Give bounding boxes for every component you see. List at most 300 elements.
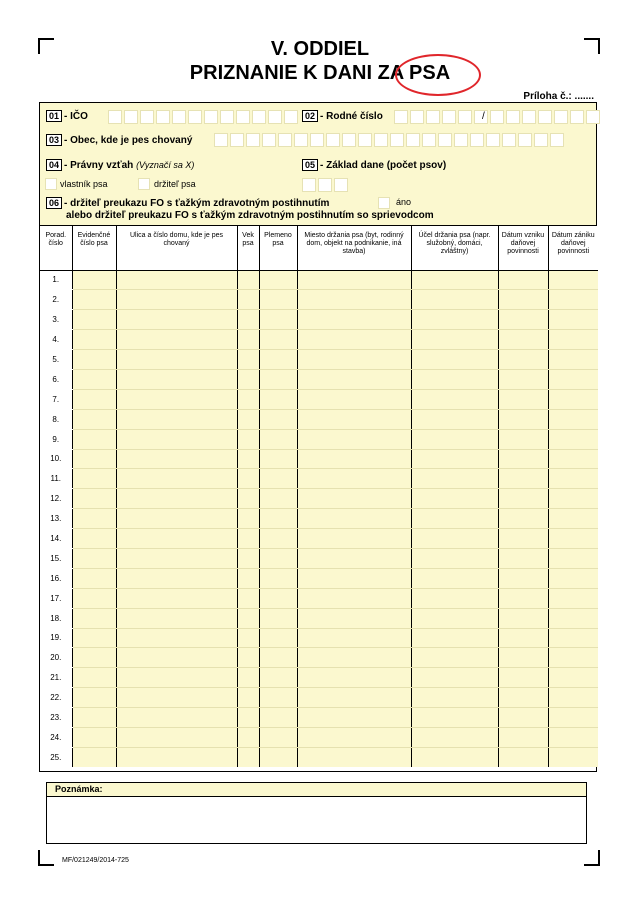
- disability-yes-checkbox[interactable]: [378, 197, 390, 209]
- table-row: [40, 548, 598, 568]
- table-cell-input[interactable]: [72, 489, 116, 509]
- table-cell-input[interactable]: [411, 270, 498, 290]
- table-cell-input[interactable]: [72, 429, 116, 449]
- table-cell-input[interactable]: [498, 489, 548, 509]
- table-row: [40, 648, 598, 668]
- table-cell-input[interactable]: [297, 409, 411, 429]
- table-cell-input[interactable]: [259, 628, 297, 648]
- table-cell-input[interactable]: [548, 568, 598, 588]
- table-cell-input[interactable]: [548, 509, 598, 529]
- note-box[interactable]: [46, 782, 587, 844]
- table-cell-input[interactable]: [297, 389, 411, 409]
- table-cell-input[interactable]: [411, 389, 498, 409]
- field-hint: (Vyznačí sa X): [136, 160, 195, 170]
- table-cell-input[interactable]: [498, 727, 548, 747]
- row-number: 6.: [40, 369, 72, 389]
- table-cell-input[interactable]: [411, 688, 498, 708]
- table-cell-input[interactable]: [498, 369, 548, 389]
- table-cell-input[interactable]: [237, 708, 259, 728]
- table-cell-input[interactable]: [411, 628, 498, 648]
- table-cell-input[interactable]: [548, 389, 598, 409]
- col-header-order: Porad. číslo: [40, 226, 72, 270]
- col-header-place: Miesto držania psa (byt, rodinný dom, objekt na podnikanie, iná stavba): [297, 226, 411, 270]
- col-header-start-date: Dátum vzniku daňovej povinnosti: [498, 226, 548, 270]
- table-cell-input[interactable]: [498, 449, 548, 469]
- table-row: [40, 688, 598, 708]
- table-cell-input[interactable]: [72, 350, 116, 370]
- table-cell-input[interactable]: [116, 688, 237, 708]
- table-row: [40, 369, 598, 389]
- table-cell-input[interactable]: [548, 310, 598, 330]
- table-cell-input[interactable]: [548, 429, 598, 449]
- row-number: 10.: [40, 449, 72, 469]
- table-header-row: [40, 226, 598, 270]
- table-cell-input[interactable]: [72, 310, 116, 330]
- field-disability-card-label: [46, 197, 329, 209]
- table-cell-input[interactable]: [72, 369, 116, 389]
- table-row: [40, 708, 598, 728]
- table-cell-input[interactable]: [259, 310, 297, 330]
- table-cell-input[interactable]: [498, 350, 548, 370]
- table-cell-input[interactable]: [411, 668, 498, 688]
- table-cell-input[interactable]: [297, 628, 411, 648]
- form-code: MF/021249/2014-725: [62, 857, 129, 864]
- field-number: 02: [302, 110, 318, 122]
- table-cell-input[interactable]: [237, 568, 259, 588]
- table-row: [40, 509, 598, 529]
- attachment-number: Príloha č.: .......: [523, 91, 594, 102]
- table-row: [40, 350, 598, 370]
- table-cell-input[interactable]: [259, 668, 297, 688]
- field-birth-number-label: [302, 110, 383, 122]
- table-cell-input[interactable]: [116, 449, 237, 469]
- table-cell-input[interactable]: [116, 469, 237, 489]
- table-cell-input[interactable]: [237, 588, 259, 608]
- table-cell-input[interactable]: [72, 409, 116, 429]
- table-cell-input[interactable]: [72, 648, 116, 668]
- table-cell-input[interactable]: [498, 668, 548, 688]
- table-row: [40, 429, 598, 449]
- table-cell-input[interactable]: [237, 290, 259, 310]
- table-cell-input[interactable]: [72, 529, 116, 549]
- note-label: Poznámka:: [47, 783, 586, 797]
- field-number: 05: [302, 159, 318, 171]
- row-number: 8.: [40, 409, 72, 429]
- table-cell-input[interactable]: [72, 509, 116, 529]
- table-cell-input[interactable]: [116, 747, 237, 767]
- table-row: [40, 290, 598, 310]
- table-cell-input[interactable]: [411, 310, 498, 330]
- table-cell-input[interactable]: [237, 688, 259, 708]
- table-cell-input[interactable]: [297, 588, 411, 608]
- table-cell-input[interactable]: [548, 608, 598, 628]
- table-cell-input[interactable]: [72, 708, 116, 728]
- table-row: [40, 469, 598, 489]
- row-number: 16.: [40, 568, 72, 588]
- field-label: - držiteľ preukazu FO s ťažkým zdravotným postihnutím: [64, 198, 330, 209]
- col-header-end-date: Dátum zániku daňovej povinnosti: [548, 226, 598, 270]
- field-number: 03: [46, 134, 62, 146]
- table-cell-input[interactable]: [297, 708, 411, 728]
- table-cell-input[interactable]: [297, 469, 411, 489]
- table-cell-input[interactable]: [498, 330, 548, 350]
- owner-checkbox[interactable]: [45, 178, 57, 190]
- table-cell-input[interactable]: [259, 449, 297, 469]
- table-cell-input[interactable]: [116, 369, 237, 389]
- table-cell-input[interactable]: [297, 608, 411, 628]
- table-cell-input[interactable]: [548, 469, 598, 489]
- field-number: 04: [46, 159, 62, 171]
- form-title: PRIZNANIE K DANI ZA PSA: [189, 62, 451, 84]
- table-cell-input[interactable]: [237, 608, 259, 628]
- table-cell-input[interactable]: [297, 747, 411, 767]
- table-cell-input[interactable]: [116, 727, 237, 747]
- field-number: 01: [46, 110, 62, 122]
- table-cell-input[interactable]: [297, 350, 411, 370]
- table-cell-input[interactable]: [498, 270, 548, 290]
- table-cell-input[interactable]: [237, 648, 259, 668]
- table-row: [40, 668, 598, 688]
- table-row: [40, 628, 598, 648]
- table-cell-input[interactable]: [72, 727, 116, 747]
- table-cell-input[interactable]: [72, 668, 116, 688]
- table-cell-input[interactable]: [237, 529, 259, 549]
- table-cell-input[interactable]: [259, 429, 297, 449]
- table-cell-input[interactable]: [237, 628, 259, 648]
- table-cell-input[interactable]: [498, 588, 548, 608]
- table-cell-input[interactable]: [116, 350, 237, 370]
- table-cell-input[interactable]: [297, 449, 411, 469]
- table-cell-input[interactable]: [237, 330, 259, 350]
- table-cell-input[interactable]: [116, 708, 237, 728]
- table-cell-input[interactable]: [548, 668, 598, 688]
- table-cell-input[interactable]: [411, 727, 498, 747]
- table-cell-input[interactable]: [116, 429, 237, 449]
- table-cell-input[interactable]: [259, 688, 297, 708]
- table-cell-input[interactable]: [411, 350, 498, 370]
- row-number: 1.: [40, 270, 72, 290]
- field-label: - IČO: [64, 111, 88, 122]
- table-row: [40, 568, 598, 588]
- table-cell-input[interactable]: [548, 708, 598, 728]
- row-number: 15.: [40, 548, 72, 568]
- table-cell-input[interactable]: [237, 369, 259, 389]
- field-legal-relation-label: [46, 159, 194, 171]
- table-cell-input[interactable]: [237, 429, 259, 449]
- table-cell-input[interactable]: [116, 310, 237, 330]
- table-cell-input[interactable]: [116, 409, 237, 429]
- table-cell-input[interactable]: [72, 588, 116, 608]
- red-circle-annotation: [395, 54, 481, 96]
- table-cell-input[interactable]: [498, 548, 548, 568]
- col-header-street: Ulica a číslo domu, kde je pes chovaný: [116, 226, 237, 270]
- birth-number-input-2[interactable]: [490, 110, 600, 124]
- col-header-registration: Evidenčné číslo psa: [72, 226, 116, 270]
- table-cell-input[interactable]: [116, 290, 237, 310]
- table-cell-input[interactable]: [72, 290, 116, 310]
- row-number: 24.: [40, 727, 72, 747]
- table-cell-input[interactable]: [116, 270, 237, 290]
- table-cell-input[interactable]: [548, 290, 598, 310]
- table-cell-input[interactable]: [259, 509, 297, 529]
- table-cell-input[interactable]: [411, 429, 498, 449]
- row-number: 7.: [40, 389, 72, 409]
- table-cell-input[interactable]: [498, 688, 548, 708]
- table-cell-input[interactable]: [259, 727, 297, 747]
- table-cell-input[interactable]: [411, 568, 498, 588]
- table-cell-input[interactable]: [116, 628, 237, 648]
- row-number: 13.: [40, 509, 72, 529]
- field-municipality-label: [46, 134, 192, 146]
- table-cell-input[interactable]: [498, 747, 548, 767]
- table-cell-input[interactable]: [237, 409, 259, 429]
- col-header-purpose: Účel držania psa (napr. služobný, domáci, zvláštny): [411, 226, 498, 270]
- table-cell-input[interactable]: [72, 389, 116, 409]
- table-cell-input[interactable]: [411, 588, 498, 608]
- table-cell-input[interactable]: [411, 529, 498, 549]
- table-cell-input[interactable]: [237, 509, 259, 529]
- table-cell-input[interactable]: [297, 668, 411, 688]
- table-cell-input[interactable]: [72, 688, 116, 708]
- table-cell-input[interactable]: [297, 489, 411, 509]
- table-cell-input[interactable]: [297, 310, 411, 330]
- table-cell-input[interactable]: [259, 409, 297, 429]
- table-cell-input[interactable]: [237, 747, 259, 767]
- table-cell-input[interactable]: [548, 449, 598, 469]
- table-cell-input[interactable]: [548, 628, 598, 648]
- municipality-input[interactable]: [214, 133, 564, 147]
- table-cell-input[interactable]: [259, 469, 297, 489]
- table-row: [40, 330, 598, 350]
- table-cell-input[interactable]: [116, 588, 237, 608]
- section-title: V. ODDIEL: [270, 38, 370, 60]
- table-cell-input[interactable]: [259, 369, 297, 389]
- table-cell-input[interactable]: [237, 668, 259, 688]
- row-number: 18.: [40, 608, 72, 628]
- table-cell-input[interactable]: [548, 330, 598, 350]
- table-cell-input[interactable]: [498, 310, 548, 330]
- table-row: [40, 747, 598, 767]
- field-ico-label: [46, 110, 88, 122]
- table-cell-input[interactable]: [259, 529, 297, 549]
- table-cell-input[interactable]: [72, 469, 116, 489]
- table-cell-input[interactable]: [259, 747, 297, 767]
- table-cell-input[interactable]: [116, 509, 237, 529]
- table-cell-input[interactable]: [548, 350, 598, 370]
- table-cell-input[interactable]: [297, 529, 411, 549]
- holder-option-label: držiteľ psa: [154, 179, 196, 189]
- table-cell-input[interactable]: [259, 350, 297, 370]
- birth-number-separator: /: [482, 111, 485, 122]
- table-cell-input[interactable]: [411, 469, 498, 489]
- row-number: 25.: [40, 747, 72, 767]
- row-number: 4.: [40, 330, 72, 350]
- table-cell-input[interactable]: [498, 648, 548, 668]
- table-cell-input[interactable]: [259, 568, 297, 588]
- table-cell-input[interactable]: [116, 568, 237, 588]
- row-number: 19.: [40, 628, 72, 648]
- table-cell-input[interactable]: [116, 608, 237, 628]
- table-cell-input[interactable]: [259, 548, 297, 568]
- table-cell-input[interactable]: [237, 310, 259, 330]
- table-cell-input[interactable]: [72, 568, 116, 588]
- row-number: 5.: [40, 350, 72, 370]
- table-cell-input[interactable]: [498, 469, 548, 489]
- table-cell-input[interactable]: [237, 389, 259, 409]
- table-cell-input[interactable]: [72, 330, 116, 350]
- field-number: 06: [46, 197, 62, 209]
- table-cell-input[interactable]: [116, 529, 237, 549]
- field-label: - Základ dane (počet psov): [320, 160, 447, 171]
- header-fields-box: [39, 102, 597, 226]
- table-cell-input[interactable]: [297, 369, 411, 389]
- table-cell-input[interactable]: [411, 548, 498, 568]
- table-cell-input[interactable]: [297, 568, 411, 588]
- table-row: [40, 449, 598, 469]
- corner-mark-bottom-right: [584, 850, 600, 866]
- field-label: - Obec, kde je pes chovaný: [64, 135, 193, 146]
- table-cell-input[interactable]: [237, 350, 259, 370]
- row-number: 12.: [40, 489, 72, 509]
- table-cell-input[interactable]: [72, 270, 116, 290]
- table-cell-input[interactable]: [297, 688, 411, 708]
- table-cell-input[interactable]: [259, 608, 297, 628]
- table-row: [40, 529, 598, 549]
- table-cell-input[interactable]: [72, 608, 116, 628]
- table-cell-input[interactable]: [259, 290, 297, 310]
- row-number: 11.: [40, 469, 72, 489]
- field-label: - Právny vzťah: [64, 160, 134, 171]
- table-cell-input[interactable]: [548, 369, 598, 389]
- table-cell-input[interactable]: [237, 449, 259, 469]
- owner-option-label: vlastník psa: [60, 179, 108, 189]
- table-cell-input[interactable]: [72, 747, 116, 767]
- col-header-breed: Plemeno psa: [259, 226, 297, 270]
- table-cell-input[interactable]: [237, 727, 259, 747]
- birth-number-input-1[interactable]: [394, 110, 488, 124]
- table-cell-input[interactable]: [411, 608, 498, 628]
- table-cell-input[interactable]: [259, 389, 297, 409]
- table-cell-input[interactable]: [411, 330, 498, 350]
- table-cell-input[interactable]: [411, 708, 498, 728]
- tax-base-input[interactable]: [302, 178, 348, 192]
- row-number: 20.: [40, 648, 72, 668]
- holder-checkbox[interactable]: [138, 178, 150, 190]
- field-label: - Rodné číslo: [320, 111, 383, 122]
- table-cell-input[interactable]: [411, 409, 498, 429]
- table-cell-input[interactable]: [259, 708, 297, 728]
- table-cell-input[interactable]: [548, 588, 598, 608]
- table-row: [40, 270, 598, 290]
- table-cell-input[interactable]: [548, 747, 598, 767]
- table-row: [40, 389, 598, 409]
- table-cell-input[interactable]: [548, 270, 598, 290]
- table-cell-input[interactable]: [548, 529, 598, 549]
- table-cell-input[interactable]: [297, 330, 411, 350]
- table-cell-input[interactable]: [297, 290, 411, 310]
- table-cell-input[interactable]: [548, 489, 598, 509]
- table-cell-input[interactable]: [259, 588, 297, 608]
- table-cell-input[interactable]: [411, 449, 498, 469]
- row-number: 17.: [40, 588, 72, 608]
- ico-input[interactable]: [108, 110, 298, 124]
- table-cell-input[interactable]: [548, 409, 598, 429]
- table-cell-input[interactable]: [548, 727, 598, 747]
- field-tax-base-label: [302, 159, 446, 171]
- table-cell-input[interactable]: [498, 509, 548, 529]
- table-cell-input[interactable]: [259, 330, 297, 350]
- table-cell-input[interactable]: [411, 648, 498, 668]
- row-number: 9.: [40, 429, 72, 449]
- table-cell-input[interactable]: [259, 270, 297, 290]
- table-cell-input[interactable]: [72, 548, 116, 568]
- table-cell-input[interactable]: [259, 648, 297, 668]
- table-cell-input[interactable]: [498, 568, 548, 588]
- table-cell-input[interactable]: [411, 509, 498, 529]
- row-number: 21.: [40, 668, 72, 688]
- table-row: [40, 608, 598, 628]
- table-cell-input[interactable]: [498, 708, 548, 728]
- table-cell-input[interactable]: [498, 409, 548, 429]
- table-cell-input[interactable]: [237, 489, 259, 509]
- table-cell-input[interactable]: [72, 628, 116, 648]
- table-cell-input[interactable]: [498, 628, 548, 648]
- table-cell-input[interactable]: [297, 270, 411, 290]
- table-cell-input[interactable]: [116, 548, 237, 568]
- table-cell-input[interactable]: [498, 389, 548, 409]
- row-number: 22.: [40, 688, 72, 708]
- table-cell-input[interactable]: [116, 648, 237, 668]
- table-cell-input[interactable]: [498, 429, 548, 449]
- table-cell-input[interactable]: [411, 290, 498, 310]
- table-cell-input[interactable]: [237, 469, 259, 489]
- field-disability-card-label-2: alebo držiteľ preukazu FO s ťažkým zdravotným postihnutím so sprievodcom: [66, 210, 434, 221]
- table-cell-input[interactable]: [411, 369, 498, 389]
- table-cell-input[interactable]: [259, 489, 297, 509]
- table-row: [40, 310, 598, 330]
- table-cell-input[interactable]: [116, 489, 237, 509]
- table-row: [40, 588, 598, 608]
- table-row: [40, 409, 598, 429]
- table-cell-input[interactable]: [498, 529, 548, 549]
- dogs-table: [39, 226, 597, 772]
- table-cell-input[interactable]: [297, 727, 411, 747]
- row-number: 3.: [40, 310, 72, 330]
- table-cell-input[interactable]: [237, 270, 259, 290]
- table-cell-input[interactable]: [411, 489, 498, 509]
- table-cell-input[interactable]: [116, 330, 237, 350]
- row-number: 14.: [40, 529, 72, 549]
- table-cell-input[interactable]: [548, 688, 598, 708]
- table-row: [40, 727, 598, 747]
- table-cell-input[interactable]: [297, 429, 411, 449]
- table-cell-input[interactable]: [498, 290, 548, 310]
- col-header-age: Vek psa: [237, 226, 259, 270]
- table-cell-input[interactable]: [548, 648, 598, 668]
- table-cell-input[interactable]: [297, 648, 411, 668]
- table-cell-input[interactable]: [297, 548, 411, 568]
- table-row: [40, 489, 598, 509]
- table-cell-input[interactable]: [297, 509, 411, 529]
- corner-mark-bottom-left: [38, 850, 54, 866]
- table-cell-input[interactable]: [116, 668, 237, 688]
- table-cell-input[interactable]: [548, 548, 598, 568]
- table-cell-input[interactable]: [498, 608, 548, 628]
- table-cell-input[interactable]: [411, 747, 498, 767]
- table-cell-input[interactable]: [72, 449, 116, 469]
- table-cell-input[interactable]: [116, 389, 237, 409]
- table-cell-input[interactable]: [237, 548, 259, 568]
